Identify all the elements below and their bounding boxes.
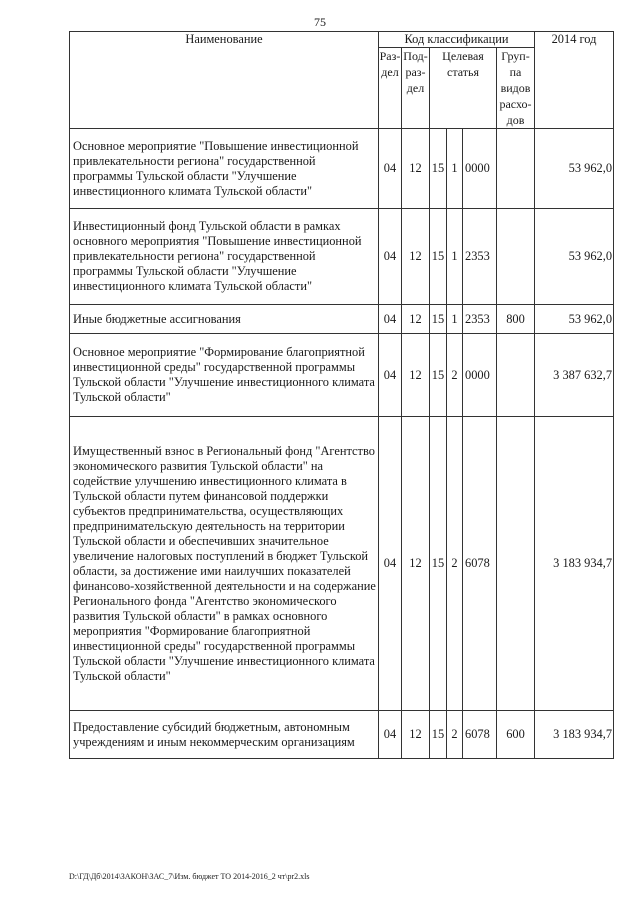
table-row xyxy=(70,305,614,334)
row-target-3: 0000 xyxy=(463,334,497,417)
row-razdel: 04 xyxy=(379,711,402,759)
row-target-2: 1 xyxy=(447,129,463,209)
row-group xyxy=(497,209,535,305)
table-row xyxy=(70,417,614,711)
row-name: Предоставление субсидий бюджетным, автономным учреждениям и иным некоммерческим организациям xyxy=(70,711,379,759)
row-name: Иные бюджетные ассигнования xyxy=(70,305,379,334)
row-amount: 3 183 934,7 xyxy=(535,417,614,711)
row-target-1: 15 xyxy=(430,417,447,711)
header-podrazdel: Под- раз- дел xyxy=(402,48,430,129)
row-podrazdel: 12 xyxy=(402,305,430,334)
table-row xyxy=(70,334,614,417)
budget-table xyxy=(69,31,614,759)
row-target-3: 6078 xyxy=(463,417,497,711)
row-razdel: 04 xyxy=(379,129,402,209)
row-group: 600 xyxy=(497,711,535,759)
row-target-2: 2 xyxy=(447,711,463,759)
footer-file-path: D:\ГД\Дб\2014\ЗАКОН\ЗАС_7\Изм. бюджет ТО 2014-2016_2 чт\pr2.xls xyxy=(69,872,310,881)
header-code: Код классификации xyxy=(379,32,535,48)
row-target-3: 6078 xyxy=(463,711,497,759)
row-target-1: 15 xyxy=(430,209,447,305)
row-podrazdel: 12 xyxy=(402,711,430,759)
row-podrazdel: 12 xyxy=(402,417,430,711)
table-row xyxy=(70,711,614,759)
row-amount: 53 962,0 xyxy=(535,209,614,305)
table-header-row-1 xyxy=(70,32,614,48)
row-podrazdel: 12 xyxy=(402,129,430,209)
row-group xyxy=(497,129,535,209)
row-target-1: 15 xyxy=(430,711,447,759)
row-name: Инвестиционный фонд Тульской области в рамках основного мероприятия "Повышение инвестиционной привлекательности региона" государственной программы Тульской области "Улучшение инвестиционного климата Тульской области" xyxy=(70,209,379,305)
row-target-2: 1 xyxy=(447,305,463,334)
row-amount: 3 183 934,7 xyxy=(535,711,614,759)
row-amount: 3 387 632,7 xyxy=(535,334,614,417)
table-row xyxy=(70,209,614,305)
row-razdel: 04 xyxy=(379,305,402,334)
row-target-1: 15 xyxy=(430,129,447,209)
row-target-3: 2353 xyxy=(463,305,497,334)
row-razdel: 04 xyxy=(379,209,402,305)
row-amount: 53 962,0 xyxy=(535,305,614,334)
row-target-1: 15 xyxy=(430,334,447,417)
row-target-3: 2353 xyxy=(463,209,497,305)
row-name: Имущественный взнос в Региональный фонд "Агентство экономического развития Тульской области" на содействие улучшению инвестиционного климата в Тульской области путем финансовой поддержки субъектов предпринимательства, осуществляющих предпринимательскую деятельность на территории Тульской области и обеспечивших значительное увеличение налоговых поступлений в бюджет Тульской области, за достижение ими наилучших показателей финансово-хозяйственной деятельности и на содержание Регионального фонда "Агентство экономического развития Тульской области" в рамках основного мероприятия "Формирование благоприятной инвестиционной среды" государственной программы Тульской области "Улучшение инвестиционного климата Тульской области" xyxy=(70,417,379,711)
row-target-2: 2 xyxy=(447,417,463,711)
header-target: Целевая статья xyxy=(430,48,497,129)
row-razdel: 04 xyxy=(379,334,402,417)
header-razdel: Раз- дел xyxy=(379,48,402,129)
row-group: 800 xyxy=(497,305,535,334)
page-number: 75 xyxy=(314,15,326,29)
header-name: Наименование xyxy=(70,32,379,129)
row-amount: 53 962,0 xyxy=(535,129,614,209)
header-group: Груп- па видов расхо- дов xyxy=(497,48,535,129)
row-podrazdel: 12 xyxy=(402,209,430,305)
row-target-2: 1 xyxy=(447,209,463,305)
row-target-1: 15 xyxy=(430,305,447,334)
row-target-2: 2 xyxy=(447,334,463,417)
row-podrazdel: 12 xyxy=(402,334,430,417)
row-name: Основное мероприятие "Формирование благоприятной инвестиционной среды" государственной программы Тульской области "Улучшение инвестиционного климата Тульской области" xyxy=(70,334,379,417)
row-name: Основное мероприятие "Повышение инвестиционной привлекательности региона" государственной программы Тульской области "Улучшение инвестиционного климата Тульской области" xyxy=(70,129,379,209)
row-group xyxy=(497,334,535,417)
header-year: 2014 год xyxy=(535,32,614,129)
table-row xyxy=(70,129,614,209)
row-razdel: 04 xyxy=(379,417,402,711)
row-group xyxy=(497,417,535,711)
row-target-3: 0000 xyxy=(463,129,497,209)
